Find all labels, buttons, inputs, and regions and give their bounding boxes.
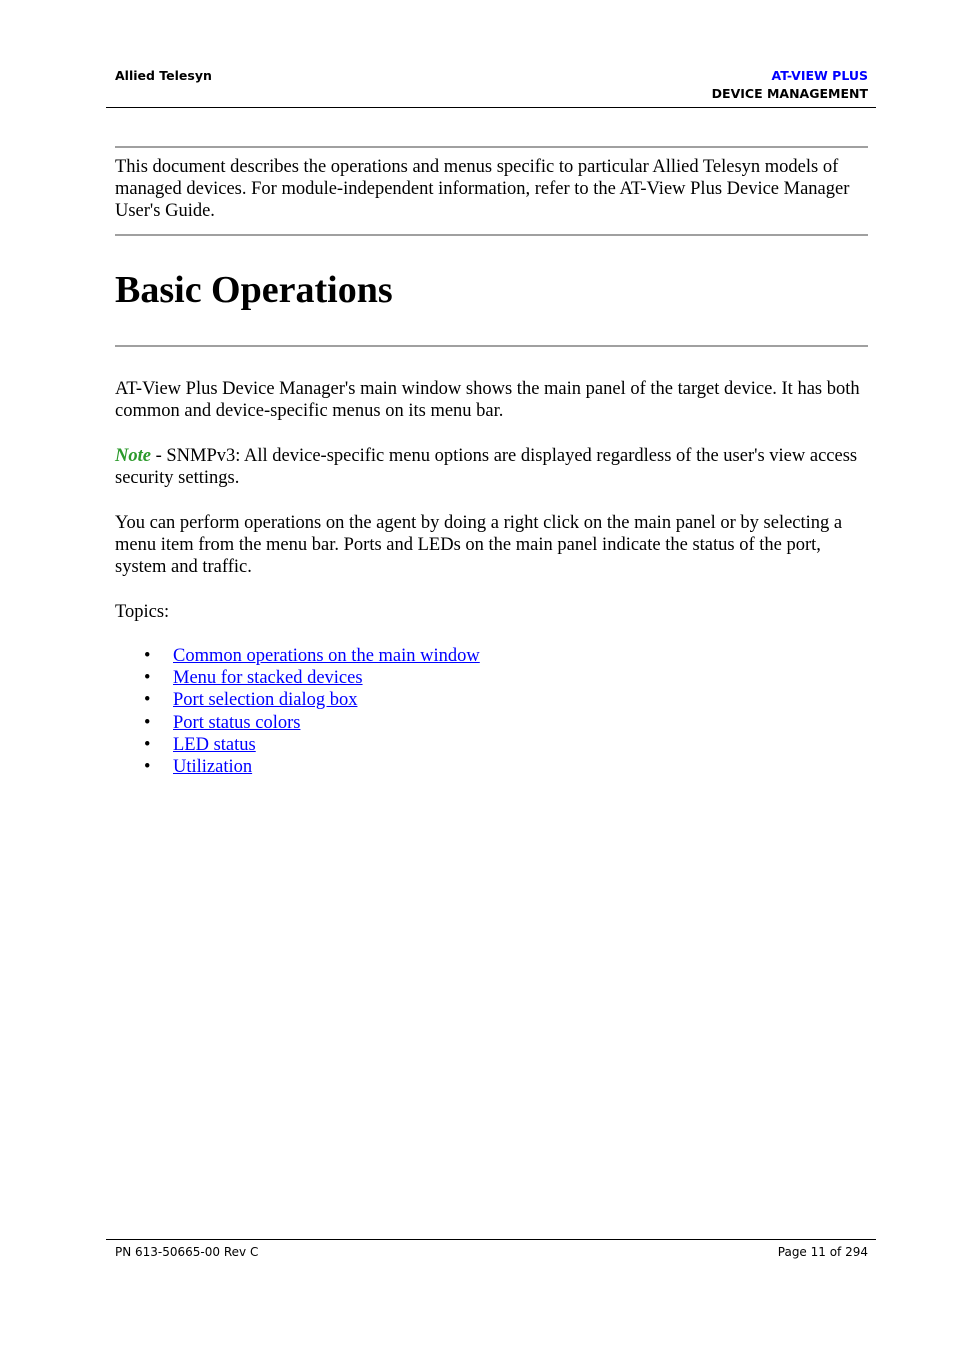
operations-paragraph: You can perform operations on the agent by doing a right click on the main panel or by selecting a menu item from the menu bar. Ports and LEDs on the main panel indicate the status of the port, system and traffic. <box>115 513 843 577</box>
topic-link-stacked-devices[interactable]: Menu for stacked devices <box>173 668 363 689</box>
topics-list <box>115 645 480 778</box>
footer-page-number: Page 11 of 294 <box>777 1245 868 1259</box>
list-item <box>115 756 480 778</box>
note-paragraph <box>115 445 870 489</box>
note-text: - SNMPv3: All device-specific menu options are displayed regardless of the user's view access security settings. <box>115 446 858 488</box>
list-item <box>115 712 480 734</box>
header-company: Allied Telesyn <box>115 68 212 83</box>
header-product: AT-VIEW PLUS <box>771 68 868 83</box>
list-item <box>115 689 480 711</box>
topic-link-port-selection[interactable]: Port selection dialog box <box>173 690 358 711</box>
header-section: DEVICE MANAGEMENT <box>711 86 868 101</box>
bullet: • <box>144 690 151 711</box>
topics-label: Topics: <box>115 602 170 622</box>
topic-link-port-status-colors[interactable]: Port status colors <box>173 712 301 733</box>
header-divider <box>106 107 876 108</box>
topic-link-utilization[interactable]: Utilization <box>173 757 253 778</box>
page-title: Basic Operations <box>115 269 393 311</box>
bullet: • <box>144 668 151 689</box>
header-right-block <box>712 67 868 103</box>
bullet: • <box>144 712 151 733</box>
intro-bottom-divider <box>115 234 868 236</box>
note-label: Note <box>115 446 151 466</box>
intro-top-divider <box>115 146 868 148</box>
main-window-paragraph: AT-View Plus Device Manager's main window shows the main panel of the target device. It has both common and device-specific menus on its menu bar. <box>115 379 860 421</box>
topic-link-common-operations[interactable]: Common operations on the main window <box>173 646 480 666</box>
title-divider <box>115 345 868 347</box>
footer-part-number: PN 613-50665-00 Rev C <box>115 1245 259 1259</box>
bullet: • <box>144 646 151 666</box>
bullet: • <box>144 757 151 778</box>
list-item <box>115 645 480 667</box>
list-item <box>115 734 480 756</box>
footer-divider <box>106 1239 876 1240</box>
list-item <box>115 667 480 689</box>
bullet: • <box>144 734 151 755</box>
intro-paragraph: This document describes the operations and menus specific to particular Allied Telesyn models of managed devices. For module-independent information, refer to the AT-View Plus Device Manager User's Guide. <box>115 157 850 221</box>
topic-link-led-status[interactable]: LED status <box>173 734 256 755</box>
